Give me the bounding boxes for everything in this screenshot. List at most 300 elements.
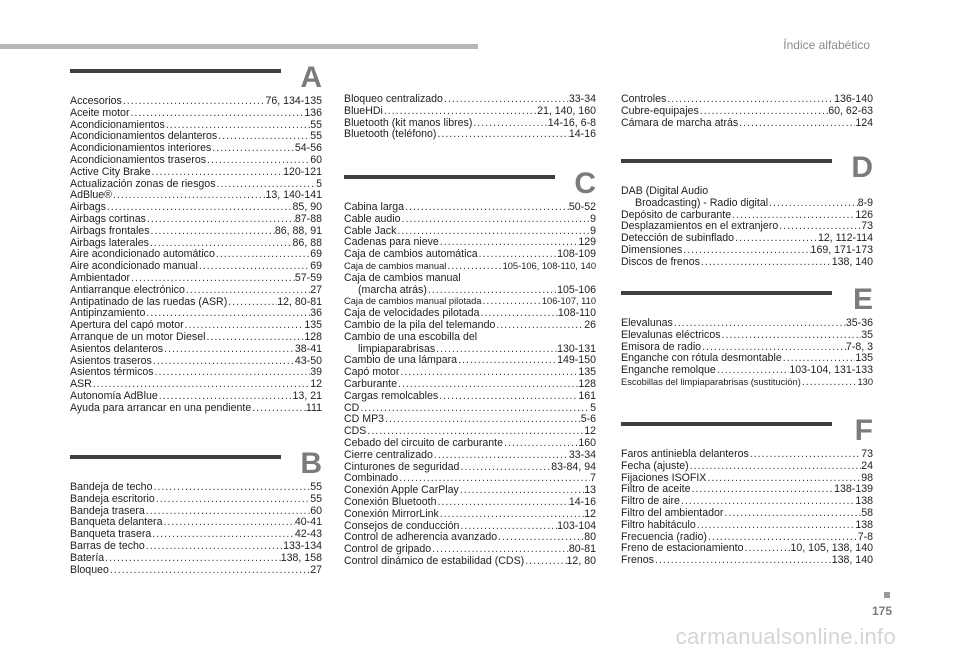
index-entry: [344, 355, 596, 367]
dot-leader: [150, 226, 275, 238]
index-entry: [344, 129, 596, 141]
dot-leader: [359, 403, 590, 415]
entry-pages: 13, 140-141: [265, 190, 322, 202]
entry-term: Acondicionamientos: [70, 119, 165, 131]
entry-term: Combinado: [344, 473, 399, 485]
entry-term: Detección de subinflado: [621, 233, 735, 245]
index-entry: [344, 261, 596, 273]
entry-pages: 138, 158: [280, 552, 322, 564]
index-entry: [344, 509, 596, 521]
index-entry: [70, 261, 322, 273]
entry-term: Acondicionamientos interiores: [70, 143, 212, 155]
dot-leader: [478, 249, 557, 261]
entry-pages: 69: [310, 249, 322, 261]
entry-term: Airbags: [70, 202, 106, 214]
index-entry: [344, 462, 596, 474]
index-entry: [70, 249, 322, 261]
entry-list: [344, 202, 596, 568]
index-entry: [70, 202, 322, 214]
entry-term: Elevalunas: [621, 318, 673, 329]
entry-pages: 27: [310, 564, 322, 576]
entry-term: Depósito de carburante: [621, 209, 732, 221]
entry-pages: 111: [305, 402, 322, 414]
index-entry: [344, 414, 596, 426]
dot-leader: [152, 482, 310, 494]
index-entry: [70, 238, 322, 250]
dot-leader: [109, 565, 310, 577]
entry-pages: 54-56: [294, 143, 322, 155]
index-entry: [70, 143, 322, 155]
section-rule: [70, 455, 281, 459]
entry-pages: 80: [584, 532, 596, 544]
page-number: 175: [871, 604, 892, 618]
entry-term: Active City Brake: [70, 166, 151, 178]
entry-pages: 42-43: [294, 529, 322, 541]
entry-term: Cinturones de seguridad: [344, 461, 460, 473]
entry-pages: 50-52: [568, 202, 596, 213]
entry-pages: 136-140: [834, 94, 873, 105]
entry-term: Escobillas del limpiaparabrisas (sustitución): [621, 376, 801, 387]
index-entry: [621, 377, 873, 389]
index-entry: [344, 226, 596, 238]
index-entry: [70, 541, 322, 553]
entry-pages: 138, 140: [831, 555, 873, 567]
entry-term: Antiarranque electrónico: [70, 284, 185, 296]
entry-pages: 83-84, 94: [551, 461, 596, 473]
entry-term: Banqueta trasera: [70, 529, 152, 541]
entry-pages: 73: [861, 221, 873, 233]
dot-leader: [801, 377, 858, 389]
dot-leader: [162, 517, 294, 529]
entry-term: ASR: [70, 379, 92, 391]
section-rule: [70, 69, 281, 73]
entry-pages: 7-8: [857, 531, 873, 543]
entry-term: Bloqueo centralizado: [344, 94, 443, 105]
dot-leader: [689, 461, 861, 473]
entry-pages: 108-109: [557, 249, 596, 261]
index-entry: [344, 379, 596, 391]
entry-term: Frenos: [621, 555, 654, 567]
entry-term: Caja de cambios manual: [344, 260, 447, 271]
entry-term: Airbags laterales: [70, 237, 149, 249]
entry-pages: 5: [316, 178, 322, 190]
entry-pages: 26: [584, 319, 596, 331]
index-entry: [70, 120, 322, 132]
entry-term: Conexión Apple CarPlay: [344, 485, 459, 497]
index-entry: [621, 318, 873, 330]
index-entry: [621, 484, 873, 496]
entry-term: Asientos térmicos: [70, 367, 154, 379]
dot-leader: [731, 210, 855, 222]
index-entry: [344, 544, 596, 556]
entry-pages: 76, 134-135: [265, 96, 322, 107]
index-entry: [70, 332, 322, 344]
dot-leader: [145, 308, 310, 320]
index-entry: [70, 190, 322, 202]
entry-pages: 40-41: [294, 517, 322, 529]
dot-leader: [472, 118, 547, 130]
entry-term: Airbags cortinas: [70, 213, 146, 225]
entry-pages: 160: [578, 437, 596, 449]
section-rule: [621, 159, 832, 163]
entry-term: Cambio de una lámpara: [344, 355, 458, 367]
entry-pages: 149-150: [557, 355, 596, 367]
dot-leader: [699, 106, 828, 118]
index-entry: [70, 529, 322, 541]
index-entry: [621, 473, 873, 485]
index-entry: [344, 403, 596, 415]
dot-leader: [680, 496, 855, 508]
index-entry: [621, 353, 873, 365]
index-entry: [70, 320, 322, 332]
entry-pages: 103-104: [557, 520, 596, 532]
entry-pages: 12, 80-81: [277, 296, 322, 308]
index-section-f: [621, 414, 873, 567]
dot-leader: [163, 344, 295, 356]
entry-pages: 128: [304, 331, 322, 343]
entry-term: BlueHDi: [344, 105, 383, 117]
entry-term: Cierre centralizado: [344, 449, 433, 461]
entry-term: Filtro de aire: [621, 496, 680, 508]
dot-leader: [211, 143, 295, 155]
entry-pages: 130: [857, 376, 873, 387]
entry-pages: 129: [578, 237, 596, 249]
index-entry: [344, 532, 596, 544]
entry-pages: 58: [861, 507, 873, 519]
index-entry: [70, 297, 322, 309]
index-entry: [344, 497, 596, 509]
index-entry: [344, 556, 596, 568]
entry-pages: 73: [861, 449, 873, 460]
dot-leader: [92, 379, 310, 391]
dot-leader: [154, 367, 311, 379]
index-entry: [70, 565, 322, 577]
section-letter-header: [621, 414, 873, 447]
entry-term: Arranque de un motor Diesel: [70, 331, 206, 343]
entry-term: Caja de cambios automática: [344, 249, 478, 261]
entry-term: Bluetooth (teléfono): [344, 129, 437, 141]
entry-term: AdBlue®: [70, 190, 112, 202]
dot-leader: [654, 555, 832, 567]
entry-pages: 12, 112-114: [818, 233, 873, 245]
dot-leader: [152, 356, 295, 368]
index-entry: [70, 506, 322, 518]
entry-pages: 55: [310, 119, 322, 131]
index-entry: [344, 273, 596, 285]
entry-term: Banqueta delantera: [70, 517, 163, 529]
entry-term: Accesorios: [70, 96, 122, 107]
entry-term: Barras de techo: [70, 540, 145, 552]
entry-term: Cubre-equipajes: [621, 105, 699, 117]
entry-term: Fijaciones ISOFIX: [621, 472, 707, 484]
section-letter: C: [574, 167, 596, 200]
dot-leader: [185, 285, 310, 297]
entry-term: Caja de velocidades pilotada: [344, 308, 480, 320]
entry-term: Cabina larga: [344, 202, 405, 213]
entry-pages: 138-139: [834, 484, 873, 496]
entry-term: Cargas remolcables: [344, 390, 439, 402]
dot-leader: [158, 391, 293, 403]
index-entry: [621, 496, 873, 508]
entry-term: Capó motor: [344, 367, 400, 379]
entry-term: Carburante: [344, 378, 397, 390]
entry-list: [344, 94, 596, 141]
entry-term: Acondicionamientos delanteros: [70, 131, 218, 143]
entry-pages: 43-50: [294, 355, 322, 367]
index-entry: [344, 344, 596, 356]
entry-term: Actualización zonas de riesgos: [70, 178, 216, 190]
dot-leader: [151, 529, 295, 541]
entry-pages: 135: [578, 367, 596, 379]
entry-pages: 9: [590, 225, 596, 237]
index-entry: [621, 198, 873, 210]
entry-term: Apertura del capó motor: [70, 320, 184, 332]
index-entry: [344, 285, 596, 297]
dot-leader: [404, 202, 569, 214]
entry-term: Control dinámico de estabilidad (CDS): [344, 555, 525, 567]
entry-pages: 85, 90: [292, 202, 322, 214]
index-entry: [344, 118, 596, 130]
entry-pages: 106-107, 110: [541, 296, 596, 307]
entry-term: Controles: [621, 94, 667, 105]
index-entry: [344, 426, 596, 438]
dot-leader: [707, 532, 858, 544]
entry-term: Aceite motor: [70, 107, 130, 119]
entry-term: Frecuencia (radio): [621, 531, 707, 543]
entry-term: Filtro de aceite: [621, 484, 691, 496]
entry-term: (marcha atrás): [358, 284, 427, 296]
entry-pages: 130-131: [557, 343, 596, 355]
dot-leader: [149, 238, 293, 250]
entry-term: Control de gripado: [344, 544, 432, 556]
entry-pages: 108-110: [557, 308, 596, 320]
dot-leader: [738, 118, 855, 130]
dot-leader: [459, 521, 557, 533]
index-entry: [344, 391, 596, 403]
dot-leader: [215, 249, 310, 261]
entry-pages: 35-36: [845, 318, 873, 329]
section-letter: E: [852, 283, 873, 316]
dot-leader: [145, 506, 310, 518]
dot-leader: [217, 131, 310, 143]
section-rule: [621, 291, 832, 295]
entry-term: Broadcasting) - Radio digital: [635, 197, 769, 209]
entry-pages: 5: [590, 402, 596, 414]
index-section-b: [70, 447, 322, 576]
index-entry: [70, 344, 322, 356]
index-entry: [70, 108, 322, 120]
entry-pages: 35: [861, 329, 873, 341]
entry-pages: 13: [584, 485, 596, 497]
entry-pages: 60: [310, 154, 322, 166]
dot-leader: [205, 332, 304, 344]
dot-leader: [436, 129, 568, 141]
index-entry: [344, 367, 596, 379]
entry-term: Cambio de una escobilla del: [344, 331, 478, 343]
dot-leader: [184, 320, 305, 332]
dot-leader: [701, 342, 846, 354]
index-entry: [70, 403, 322, 415]
index-entry: [344, 214, 596, 226]
entry-pages: 10, 105, 138, 140: [790, 543, 873, 555]
entry-pages: 33-34: [568, 449, 596, 461]
dot-leader: [384, 414, 581, 426]
entry-pages: 128: [578, 378, 596, 390]
dot-leader: [129, 108, 304, 120]
page-marker-square: [884, 592, 890, 598]
index-entry: [621, 330, 873, 342]
entry-term: Ayuda para arrancar en una pendiente: [70, 402, 252, 414]
dot-leader: [122, 96, 266, 108]
dot-leader: [782, 353, 856, 365]
entry-pages: 7-8, 3: [845, 341, 873, 353]
index-entry: [621, 449, 873, 461]
entry-term: Conexión Bluetooth: [344, 496, 437, 508]
dot-leader: [734, 233, 818, 245]
entry-term: DAB (Digital Audio: [621, 186, 709, 197]
entry-term: Batería: [70, 552, 105, 564]
section-letter-header: [621, 151, 873, 184]
entry-term: CDS: [344, 426, 367, 438]
entry-term: Enganche remolque: [621, 365, 716, 377]
dot-leader: [397, 379, 578, 391]
dot-leader: [503, 438, 578, 450]
index-entry: [344, 237, 596, 249]
index-entry: [344, 521, 596, 533]
entry-pages: 103-104, 131-133: [789, 365, 873, 377]
entry-pages: 12: [584, 426, 596, 438]
index-entry: [621, 94, 873, 106]
index-entry: [621, 508, 873, 520]
dot-leader: [251, 403, 306, 415]
index-entry: [621, 106, 873, 118]
dot-leader: [749, 449, 861, 461]
index-entry: [621, 186, 873, 198]
entry-pages: 5-6: [580, 414, 596, 426]
entry-pages: 39: [310, 367, 322, 379]
dot-leader: [433, 450, 569, 462]
section-rule: [344, 175, 555, 179]
section-letter-header: [344, 167, 596, 200]
section-letter-header: [70, 61, 322, 94]
entry-pages: 57-59: [294, 272, 322, 284]
dot-leader: [431, 544, 569, 556]
entry-pages: 60: [310, 505, 322, 517]
dot-leader: [673, 318, 846, 330]
section-letter: D: [851, 151, 873, 184]
index-entry: [70, 494, 322, 506]
entry-pages: 33-34: [568, 94, 596, 105]
index-entry: [621, 555, 873, 567]
entry-term: Bandeja escritorio: [70, 493, 155, 505]
entry-pages: 36: [310, 308, 322, 320]
index-entry: [621, 532, 873, 544]
entry-term: CD MP3: [344, 414, 385, 426]
dot-leader: [227, 297, 277, 309]
entry-term: Asientos delanteros: [70, 343, 164, 355]
index-entry: [344, 450, 596, 462]
entry-pages: 135: [304, 320, 322, 332]
index-entry: [70, 391, 322, 403]
entry-pages: 21, 140, 160: [537, 105, 596, 117]
dot-leader: [401, 214, 591, 226]
entry-term: Filtro habitáculo: [621, 519, 696, 531]
entry-pages: 105-106, 108-110, 140: [502, 260, 596, 271]
entry-pages: 138, 140: [831, 256, 873, 268]
index-entry: [70, 379, 322, 391]
entry-pages: 138: [855, 496, 873, 508]
dot-leader: [716, 365, 790, 377]
dot-leader: [479, 308, 557, 320]
entry-term: Fecha (ajuste): [621, 460, 689, 472]
entry-term: Aire acondicionado manual: [70, 261, 198, 273]
entry-pages: 135: [855, 353, 873, 365]
index-entry: [621, 233, 873, 245]
entry-pages: 14-16: [568, 496, 596, 508]
dot-leader: [744, 543, 791, 555]
dot-leader: [696, 520, 856, 532]
dot-leader: [427, 285, 557, 297]
entry-term: Acondicionamientos traseros: [70, 154, 207, 166]
entry-list: [70, 482, 322, 576]
section-rule: [621, 422, 832, 426]
index-entry: [344, 473, 596, 485]
dot-leader: [104, 553, 281, 565]
entry-term: Filtro del ambientador: [621, 507, 724, 519]
watermark-text: carmanualsonline.info: [675, 624, 896, 649]
entry-term: Cebado del circuito de carburante: [344, 437, 504, 449]
section-letter: F: [854, 414, 873, 447]
entry-pages: 14-16: [568, 129, 596, 141]
dot-leader: [130, 273, 295, 285]
dot-leader: [459, 485, 584, 497]
entry-pages: 126: [855, 209, 873, 221]
index-entry: [621, 461, 873, 473]
entry-term: Emisora de radio: [621, 341, 702, 353]
index-section-d: [621, 151, 873, 269]
entry-term: Caja de cambios manual pilotada: [344, 296, 482, 307]
entry-term: Aire acondicionado automático: [70, 249, 215, 261]
index-entry: [344, 485, 596, 497]
index-entry: [344, 308, 596, 320]
index-entry: [344, 296, 596, 308]
entry-term: Cadenas para nieve: [344, 237, 439, 249]
index-entry: [344, 202, 596, 214]
dot-leader: [145, 541, 283, 553]
index-entry: [621, 257, 873, 269]
entry-list: [621, 318, 873, 389]
index-section-e: [621, 283, 873, 389]
entry-pages: 60, 62-63: [828, 105, 873, 117]
entry-term: Conexión MirrorLink: [344, 508, 439, 520]
index-continuation: [621, 94, 873, 129]
dot-leader: [446, 261, 502, 273]
entry-pages: 136: [304, 107, 322, 119]
entry-term: Cambio de la pila del telemando: [344, 319, 496, 331]
index-entry: [621, 221, 873, 233]
entry-term: Autonomía AdBlue: [70, 390, 158, 402]
entry-term: Desplazamientos en el extranjero: [621, 221, 779, 233]
index-entry: [70, 167, 322, 179]
index-entry: [344, 249, 596, 261]
entry-list: [621, 449, 873, 567]
entry-pages: 8-9: [857, 197, 873, 209]
entry-list: [621, 186, 873, 269]
entry-pages: 120-121: [283, 166, 322, 178]
entry-term: limpiaparabrisas: [358, 343, 436, 355]
dot-leader: [497, 532, 584, 544]
index-entry: [70, 356, 322, 368]
